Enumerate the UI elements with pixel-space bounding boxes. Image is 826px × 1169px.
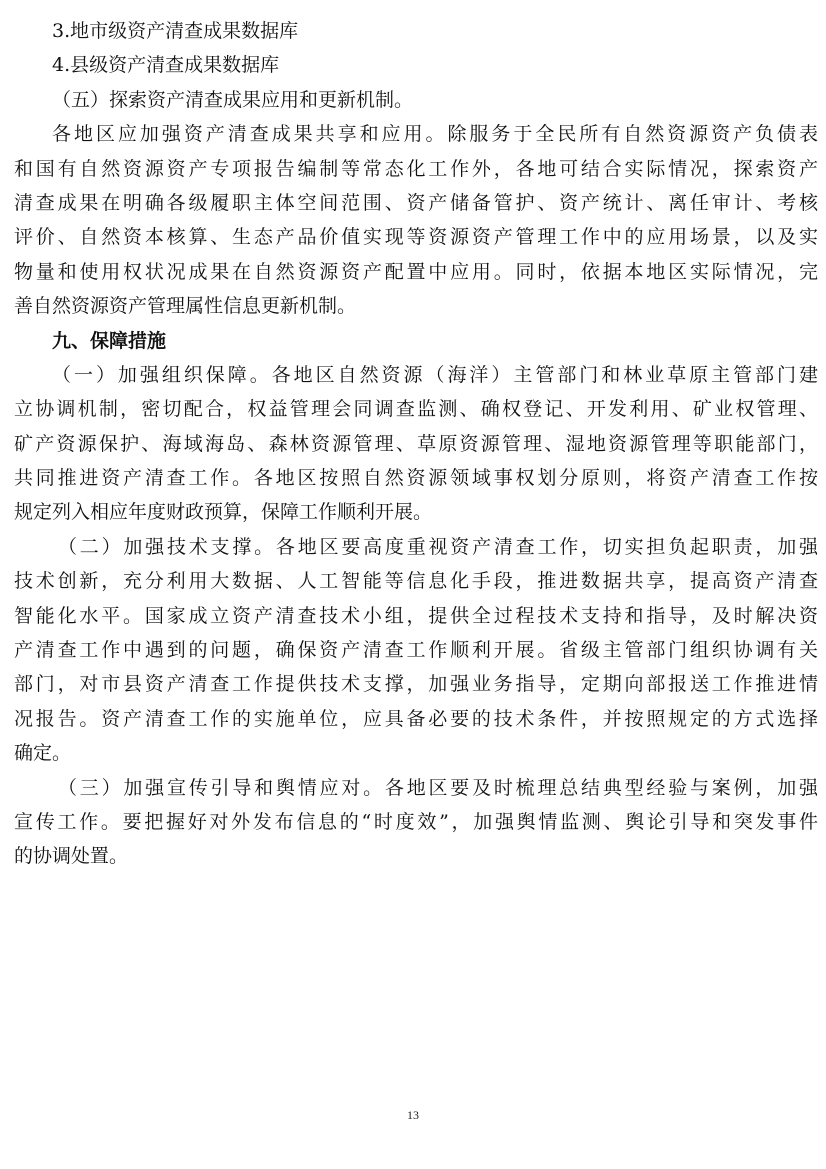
paragraph-line: 评价、自然资本核算、生态产品价值实现等资源资产管理工作中的应用场景，以及实 <box>14 226 818 249</box>
page-number: 13 <box>407 1108 419 1122</box>
paragraph-line: 确定。 <box>14 742 72 765</box>
paragraph-line: 物量和使用权状况成果在自然资源资产配置中应用。同时，依据本地区实际情况，完 <box>14 260 818 283</box>
list-item: 3.地市级资产清查成果数据库 <box>52 20 299 42</box>
paragraph-line: 况报告。资产清查工作的实施单位，应具备必要的技术条件，并按照规定的方式选择 <box>14 707 818 730</box>
paragraph-line: 宣传工作。要把握好对外发布信息的“时度效”，加强舆情监测、舆论引导和突发事件 <box>14 810 818 833</box>
paragraph-line: 矿产资源保护、海域海岛、森林资源管理、草原资源管理、湿地资源管理等职能部门， <box>14 432 818 455</box>
paragraph-line: 清查成果在明确各级履职主体空间范围、资产储备管护、资产统计、离任审计、考核 <box>14 191 818 214</box>
paragraph-line: 规定列入相应年度财政预算，保障工作顺利开展。 <box>14 501 433 524</box>
subsection-heading: （五）探索资产清查成果应用和更新机制。 <box>52 88 414 111</box>
paragraph-line: （二）加强技术支撑。各地区要高度重视资产清查工作，切实担负起职责，加强 <box>58 535 818 558</box>
paragraph-line: 和国有自然资源资产专项报告编制等常态化工作外，各地可结合实际情况，探索资产 <box>14 157 818 180</box>
paragraph-line: 智能化水平。国家成立资产清查技术小组，提供全过程技术支持和指导，及时解决资 <box>14 604 818 627</box>
paragraph-line: 各地区应加强资产清查成果共享和应用。除服务于全民所有自然资源资产负债表 <box>52 123 818 146</box>
paragraph-line: （一）加强组织保障。各地区自然资源（海洋）主管部门和林业草原主管部门建 <box>52 363 818 386</box>
paragraph-line: 善自然资源资产管理属性信息更新机制。 <box>14 295 357 318</box>
paragraph-line: 的协调处置。 <box>14 845 129 868</box>
document-body <box>14 14 818 874</box>
paragraph-line: 共同推进资产清查工作。各地区按照自然资源领域事权划分原则，将资产清查工作按 <box>14 467 818 490</box>
paragraph-line: 产清查工作中遇到的问题，确保资产清查工作顺利开展。省级主管部门组织协调有关 <box>14 639 818 662</box>
paragraph-line: （三）加强宣传引导和舆情应对。各地区要及时梳理总结典型经验与案例，加强 <box>58 776 818 799</box>
paragraph-line: 技术创新，充分利用大数据、人工智能等信息化手段，推进数据共享，提高资产清查 <box>14 570 818 593</box>
paragraph-line: 立协调机制，密切配合，权益管理会同调查监测、确权登记、开发利用、矿业权管理、 <box>14 398 818 421</box>
list-item: 4.县级资产清查成果数据库 <box>52 54 280 77</box>
section-heading: 九、保障措施 <box>52 329 167 352</box>
paragraph-line: 部门，对市县资产清查工作提供技术支撑，加强业务指导，定期向部报送工作推进情 <box>14 673 818 696</box>
